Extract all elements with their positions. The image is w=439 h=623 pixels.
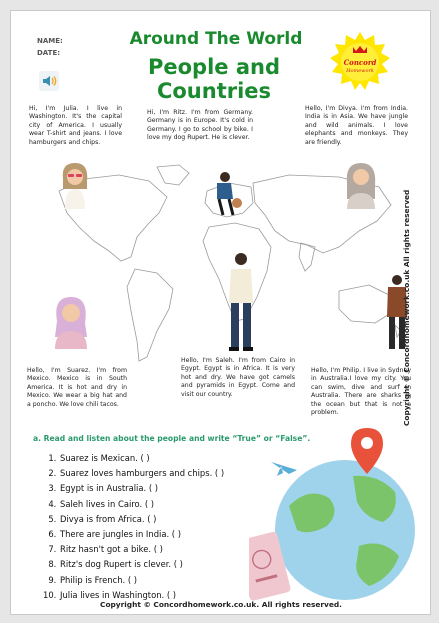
speaker-icon[interactable]: [37, 69, 61, 93]
divya-illustration: [341, 159, 381, 209]
question-item: 1. Suarez is Mexican. ( ): [59, 451, 224, 466]
ritz-illustration: [209, 169, 245, 221]
title-line-2: People and Countries: [148, 55, 280, 103]
svg-text:Copyright © Concordhomework.co: Copyright © Concordhomework.co.uk All rights reserved: [402, 189, 411, 426]
date-label: DATE:: [37, 49, 61, 57]
copyright-bottom: Copyright © Concordhomework.co.uk. All rights reserved.: [100, 600, 342, 609]
worksheet: [10, 10, 431, 615]
paragraph-philip: Hello, I'm Philip. I live in Sydney in Australia.I love my city. You can swim, dive and surf in Australia. There are sharks in the ocean but that is not a problem.: [311, 367, 411, 417]
question-list: [41, 451, 224, 603]
question-item: 8. Ritz's dog Rupert is clever. ( ): [59, 557, 224, 572]
suarez-illustration: [49, 291, 93, 349]
paragraph-ritz: Hi, I'm Ritz. I'm from Germany. Germany is in Europe. It's cold in Germany. I go to school by bike. I love my dog Rupert. He is clever.: [147, 109, 253, 142]
question-item: 3. Egypt is in Australia. ( ): [59, 481, 224, 496]
globe-illustration: [249, 426, 424, 606]
task-instruction: a. Read and listen about the people and write “True” or “False”.: [33, 434, 311, 443]
paragraph-divya: Hello, I'm Divya. I'm from India. India is in Asia. We have jungle and wild animals. I love elephants and monkeys. They are friendly.: [305, 105, 408, 146]
copyright-side: [399, 126, 413, 426]
paragraph-suarez: Hello, I'm Suarez. I'm from Mexico. Mexico is in South America. It is hot and dry in Mexico. We wear a big hat and a poncho. We love chili tacos.: [27, 367, 127, 408]
saleh-illustration: [223, 251, 259, 353]
question-item: 5. Divya is from Africa. ( ): [59, 512, 224, 527]
question-item: 2. Suarez loves hamburgers and chips. ( ): [59, 466, 224, 481]
name-label: NAME:: [37, 37, 63, 45]
concord-logo: [329, 31, 391, 93]
title-line-1: Around The World: [129, 29, 303, 49]
question-item: 7. Ritz hasn't got a bike. ( ): [59, 542, 224, 557]
question-item: 10. Julia lives in Washington. ( ): [59, 588, 224, 603]
airplane-icon: [271, 462, 297, 476]
svg-text:Homework: Homework: [346, 68, 374, 74]
svg-text:Concord: Concord: [343, 58, 377, 67]
name-date-box: [37, 35, 63, 59]
paragraph-saleh: Hello, I'm Saleh. I'm from Cairo in Egypt. Egypt is in Africa. It is very hot and dry. We have got camels and pyramids in Egypt. Come and visit our country.: [181, 357, 295, 398]
paragraph-julia: Hi, I'm Julia. I live in Washington. It's the capital city of America. I usually wear T-shirt and jeans. I love hamburgers and chips.: [29, 105, 122, 146]
julia-illustration: [57, 159, 93, 209]
question-item: 6. There are jungles in India. ( ): [59, 527, 224, 542]
question-item: 4. Saleh lives in Cairo. ( ): [59, 497, 224, 512]
question-item: 9. Philip is French. ( ): [59, 573, 224, 588]
